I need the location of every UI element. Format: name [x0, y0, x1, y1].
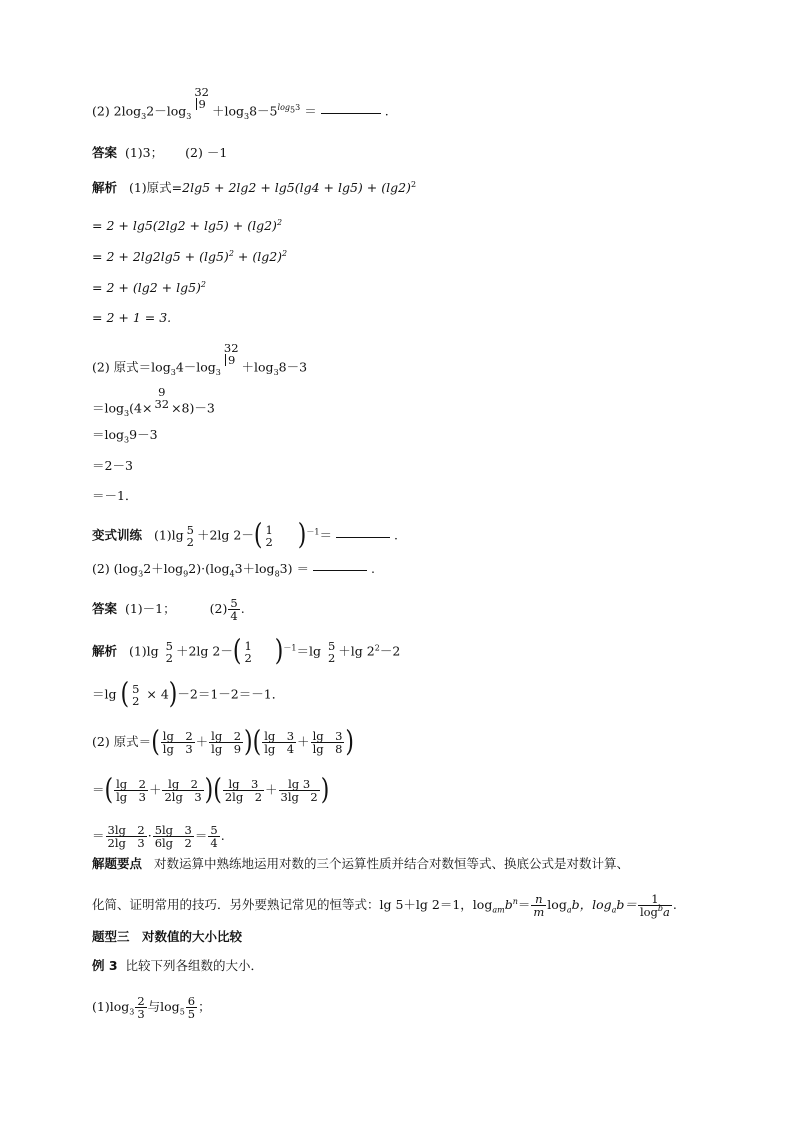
solution-4-step-1: ＝( $\frac{\lg 2}{\lg 3}$ ＋ $\frac{\lg 2}{2\lg 3}$ )( $\frac{\lg 3}{2\lg 2}$ ＋ $\frac{\lg 3}{3\lg 2}$ ) — [92, 773, 330, 807]
solution-step-3: = $2 + (\lg 2 + \lg 5)^2$ — [92, 279, 206, 295]
fraction: 32 9 — [194, 85, 209, 112]
fraction: $\frac{5}{4}$ — [230, 596, 238, 624]
solution-step-4: = 2 + 1 = 3. — [92, 310, 172, 325]
key-points-line-2: 化简、证明常用的技巧．另外要熟记常见的恒等式：lg 5＋lg 2＝1，$\log_{am}b^n=$ $\frac{n}{m}$ $\log_ab$，$\log_ab=$ $\frac{1}{\log^ba}$ . — [92, 892, 677, 920]
fraction: 5 2 — [132, 682, 140, 709]
fraction: $\frac{\lg 3}{\lg 8}$ — [312, 729, 343, 757]
solution-4-line: (2) 原式＝( $\frac{\lg 2}{\lg 3}$ ＋ $\frac{\lg 2}{\lg 9}$ )( $\frac{\lg 3}{\lg 4}$ ＋ $\frac{\lg 3}{\lg 8}$ ) — [92, 725, 355, 759]
variation-exercise-2: (2) $(\log_32+\log_92)\cdot(\log_43+\log_83)$ ＝ . — [92, 561, 375, 579]
section-heading: 题型三 对数值的大小比较 — [92, 929, 243, 944]
fraction: $\frac{6}{5}$ — [187, 994, 196, 1022]
fraction: 1 2 — [265, 523, 273, 550]
solution-2-step-4: ＝－1． — [92, 488, 138, 503]
fraction: $\frac{\lg 2}{\lg 3}$ — [162, 729, 193, 757]
solution-2-step-2: $=\log_39-3$ — [92, 427, 158, 445]
example-3-part-1: $(1)\log_3$ $\frac{2}{3}$ 与$\log_5$ $\frac{6}{5}$ ； — [92, 994, 211, 1022]
answer-1-line: 答案 (1)3； (2) －1 — [92, 145, 228, 160]
fraction: $\frac{\lg 3}{2\lg 2}$ — [224, 777, 263, 805]
solution-2-step-1: $=\log_3(4\times$ 9 32 ×8)－3 — [92, 385, 215, 419]
solution-4-step-2: ＝ $\frac{3\lg 2}{2\lg 3}$ · $\frac{5\lg 3}{6\lg 2}$ ＝ $\frac{5}{4}$ . — [92, 823, 225, 851]
answer-blank — [313, 570, 367, 571]
answer-2-line: 答案 (1)－1； (2) $\frac{5}{4}$ . — [92, 596, 245, 624]
answer-blank — [336, 537, 390, 538]
fraction: $\frac{3\lg 2}{2\lg 3}$ — [107, 823, 145, 851]
fraction: 9 32 — [154, 385, 170, 412]
variation-exercise-1: 变式训练 (1)lg 5 2 ＋2lg 2－( 1 2 )$^{-1}$＝ . — [92, 519, 398, 552]
fraction: 1 2 — [244, 639, 252, 666]
fraction: 5 2 — [186, 523, 194, 550]
solution-3-line: 解析 (1)lg 5 2 ＋2lg 2－( 1 2 )$^{-1}$＝lg 5 2 ＋lg $2^2-2$ — [92, 635, 401, 668]
fraction: $\frac{\lg 2}{\lg 9}$ — [211, 729, 242, 757]
fraction: $\frac{5}{4}$ — [210, 823, 218, 851]
fraction: 5 2 — [165, 639, 173, 666]
question-2-line: (2) $2\log_32-\log_3$ 32 9 $+\log_38-5^{log_53}$ ＝ . — [92, 85, 389, 122]
solution-3-step-1: ＝lg ( 5 2 × 4)－2＝1－2＝－1． — [92, 678, 285, 711]
fraction: $\frac{\lg 2}{2\lg 3}$ — [164, 777, 202, 805]
fraction: $\frac{1}{\log^ba}$ — [639, 892, 670, 920]
fraction: 32 9 — [223, 341, 239, 368]
fraction: $\frac{5\lg 3}{6\lg 2}$ — [154, 823, 192, 851]
solution-2-line: (2) 原式$=\log_34-\log_3$ 32 9 $+\log_38-3$ — [92, 341, 308, 378]
fraction: $\frac{\lg 2}{\lg 3}$ — [116, 777, 146, 805]
solution-1-line: 解析 (1)原式$=2\lg 5 + 2\lg 2 + \lg 5(\lg 4 + \lg 5) + (\lg 2)^2$ — [92, 179, 417, 195]
key-points-line-1: 解题要点 对数运算中熟练地运用对数的三个运算性质并结合对数恒等式、换底公式是对数计算、 — [92, 856, 629, 871]
fraction: $\frac{n}{m}$ — [533, 892, 545, 920]
solution-2-step-3: ＝2－3 — [92, 458, 133, 473]
answer-blank — [321, 113, 381, 114]
fraction: 5 2 — [327, 639, 336, 666]
fraction: $\frac{2}{3}$ — [137, 994, 145, 1022]
fraction: $\frac{\lg 3}{\lg 4}$ — [264, 729, 295, 757]
example-3-line: 例 3 比较下列各组数的大小． — [92, 958, 264, 973]
solution-step-1: = $2 + \lg 5(2\lg 2 + \lg 5) + (\lg 2)^2$ — [92, 217, 283, 233]
fraction: $\frac{\lg 3}{3\lg 2}$ — [280, 777, 318, 805]
solution-step-2: = $2 + 2\lg 2\lg 5 + (\lg 5)^2 + (\lg 2)^2$ — [92, 248, 288, 264]
